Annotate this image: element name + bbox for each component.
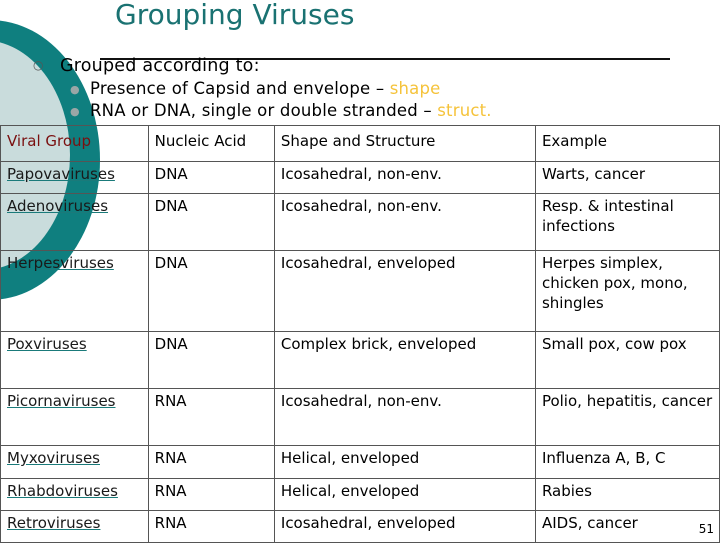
example-cell: Herpes simplex, chicken pox, mono, shingles <box>535 251 719 332</box>
viral-group-link[interactable]: Adenoviruses <box>1 194 149 251</box>
shape-cell: Icosahedral, non-env. <box>274 389 535 446</box>
bullet-point-1-accent: shape <box>389 79 441 98</box>
table-row <box>1 446 720 479</box>
bullet-point-1-text: Presence of Capsid and envelope – <box>90 79 390 98</box>
nucleic-acid-cell: DNA <box>148 332 274 389</box>
shape-cell: Icosahedral, enveloped <box>274 511 535 543</box>
bullet-point-1 <box>90 79 441 98</box>
example-cell: AIDS, cancer <box>535 511 719 543</box>
viral-group-link[interactable]: Poxviruses <box>1 332 149 389</box>
example-cell: Rabies <box>535 479 719 511</box>
slide-title: Grouping Viruses <box>115 0 355 31</box>
bullet-point-2 <box>90 101 492 120</box>
table-row <box>1 389 720 446</box>
shape-cell: Icosahedral, non-env. <box>274 162 535 194</box>
viral-group-link[interactable]: Herpesviruses <box>1 251 149 332</box>
viral-group-link[interactable]: Papovaviruses <box>1 162 149 194</box>
example-cell: Small pox, cow pox <box>535 332 719 389</box>
dot-bullet-icon: ● <box>70 105 80 118</box>
shape-cell: Helical, enveloped <box>274 479 535 511</box>
header-viral-group: Viral Group <box>1 126 149 162</box>
example-cell: Warts, cancer <box>535 162 719 194</box>
shape-cell: Helical, enveloped <box>274 446 535 479</box>
bullet-point-2-text: RNA or DNA, single or double stranded – <box>90 101 438 120</box>
shape-cell: Icosahedral, enveloped <box>274 251 535 332</box>
example-cell: Resp. & intestinal infections <box>535 194 719 251</box>
ring-bullet-icon: ○ <box>33 58 44 72</box>
virus-table <box>0 125 720 543</box>
viral-group-link[interactable]: Rhabdoviruses <box>1 479 149 511</box>
nucleic-acid-cell: RNA <box>148 511 274 543</box>
nucleic-acid-cell: RNA <box>148 479 274 511</box>
shape-cell: Icosahedral, non-env. <box>274 194 535 251</box>
page-number: 51 <box>698 522 714 536</box>
header-shape-structure: Shape and Structure <box>274 126 535 162</box>
nucleic-acid-cell: RNA <box>148 446 274 479</box>
nucleic-acid-cell: DNA <box>148 251 274 332</box>
table-row <box>1 162 720 194</box>
header-example: Example <box>535 126 719 162</box>
viral-group-link[interactable]: Retroviruses <box>1 511 149 543</box>
example-cell: Influenza A, B, C <box>535 446 719 479</box>
viral-group-link[interactable]: Myxoviruses <box>1 446 149 479</box>
bullet-point-2-accent: struct. <box>437 101 492 120</box>
header-nucleic-acid: Nucleic Acid <box>148 126 274 162</box>
table-row <box>1 194 720 251</box>
viral-group-link[interactable]: Picornaviruses <box>1 389 149 446</box>
nucleic-acid-cell: RNA <box>148 389 274 446</box>
table-row <box>1 332 720 389</box>
shape-cell: Complex brick, enveloped <box>274 332 535 389</box>
table-row <box>1 511 720 543</box>
nucleic-acid-cell: DNA <box>148 194 274 251</box>
dot-bullet-icon: ● <box>70 83 80 96</box>
table-row <box>1 479 720 511</box>
example-cell: Polio, hepatitis, cancer <box>535 389 719 446</box>
table-row <box>1 251 720 332</box>
table-header-row <box>1 126 720 162</box>
intro-text: Grouped according to: <box>60 56 260 76</box>
nucleic-acid-cell: DNA <box>148 162 274 194</box>
